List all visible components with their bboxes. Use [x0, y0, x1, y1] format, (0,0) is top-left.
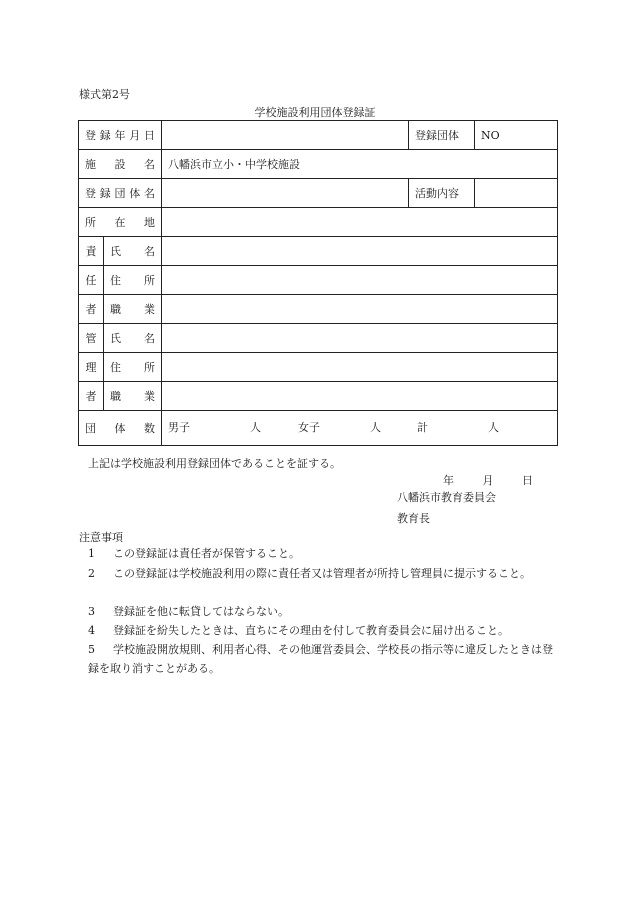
responsible-address-value[interactable]: [162, 266, 558, 295]
certification-text: 上記は学校施設利用登録団体であることを証する。: [88, 457, 341, 470]
responsible-char-2: 任: [79, 266, 104, 295]
group-name-label: 登録団体名: [79, 179, 162, 208]
note-number: 5: [88, 643, 95, 656]
reg-date-value[interactable]: [162, 121, 409, 150]
note-item: [88, 544, 558, 563]
count-male-unit: 人: [250, 421, 261, 434]
row-group-name: [79, 179, 558, 208]
note-item: [88, 621, 558, 640]
manager-occupation-label: 職業: [104, 382, 162, 411]
location-label: 所在地: [79, 208, 162, 237]
manager-address-value[interactable]: [162, 353, 558, 382]
responsible-char-1: 責: [79, 237, 104, 266]
count-male-label: 男子: [168, 421, 190, 434]
responsible-name-value[interactable]: [162, 237, 558, 266]
document-title: 学校施設利用団体登録証: [254, 106, 376, 119]
responsible-occupation-label: 職業: [104, 295, 162, 324]
note-number: 2: [88, 567, 95, 580]
facility-label: 施設名: [79, 150, 162, 179]
row-manager-name: [79, 324, 558, 353]
reg-group-label: 登録団体: [409, 121, 475, 150]
manager-name-value[interactable]: [162, 324, 558, 353]
manager-name-label: 氏名: [104, 324, 162, 353]
note-number: 4: [88, 624, 95, 637]
reg-no-label: NO: [481, 128, 500, 142]
date-month-label: 月: [482, 474, 494, 487]
row-manager-occupation: [79, 382, 558, 411]
note-number: 1: [88, 547, 95, 560]
responsible-address-label: 住所: [104, 266, 162, 295]
note-text: この登録証は学校施設利用の際に責任者又は管理者が所持し管理員に提示すること。: [113, 567, 531, 580]
manager-char-2: 理: [79, 353, 104, 382]
issuer-title: 教育長: [397, 512, 430, 525]
row-member-count: [79, 411, 558, 446]
registration-table: [78, 120, 558, 446]
activity-value[interactable]: [475, 179, 558, 208]
note-item: [88, 564, 558, 583]
note-item: [88, 640, 558, 678]
row-responsible-address: [79, 266, 558, 295]
issue-date: [443, 472, 533, 488]
location-value[interactable]: [162, 208, 558, 237]
group-name-value[interactable]: [162, 179, 409, 208]
count-female-unit: 人: [370, 421, 381, 434]
count-label: 団体数: [79, 411, 162, 446]
note-text: 学校施設開放規則、利用者心得、その他運営委員会、学校長の指示等に違反したときは登録を取り消すことがある。: [88, 643, 553, 675]
date-year-label: 年: [443, 474, 454, 487]
note-text: 登録証を紛失したときは、直ちにその理由を付して教育委員会に届け出ること。: [113, 624, 509, 637]
count-total-unit: 人: [488, 421, 499, 434]
note-text: 登録証を他に転貸してはならない。: [113, 605, 289, 618]
row-responsible-name: [79, 237, 558, 266]
row-registration-date: [79, 121, 558, 150]
count-value[interactable]: [162, 411, 558, 446]
reg-date-label: 登録年月日: [79, 121, 162, 150]
responsible-char-3: 者: [79, 295, 104, 324]
manager-char-3: 者: [79, 382, 104, 411]
issuer-name: 八幡浜市教育委員会: [397, 491, 496, 504]
notes-heading: 注意事項: [79, 531, 123, 544]
form-number: 様式第2号: [79, 88, 130, 101]
date-day-label: 日: [522, 474, 533, 487]
row-facility: [79, 150, 558, 179]
count-female-label: 女子: [298, 421, 320, 434]
manager-occupation-value[interactable]: [162, 382, 558, 411]
activity-label: 活動内容: [409, 179, 475, 208]
note-item: [88, 602, 558, 621]
manager-char-1: 管: [79, 324, 104, 353]
facility-value: 八幡浜市立小・中学校施設: [162, 150, 558, 179]
reg-no-cell[interactable]: [475, 121, 558, 150]
manager-address-label: 住所: [104, 353, 162, 382]
note-number: 3: [88, 605, 95, 618]
count-total-label: 計: [417, 421, 428, 434]
responsible-name-label: 氏名: [104, 237, 162, 266]
note-text: この登録証は責任者が保管すること。: [113, 547, 300, 560]
row-manager-address: [79, 353, 558, 382]
row-responsible-occupation: [79, 295, 558, 324]
responsible-occupation-value[interactable]: [162, 295, 558, 324]
row-location: [79, 208, 558, 237]
